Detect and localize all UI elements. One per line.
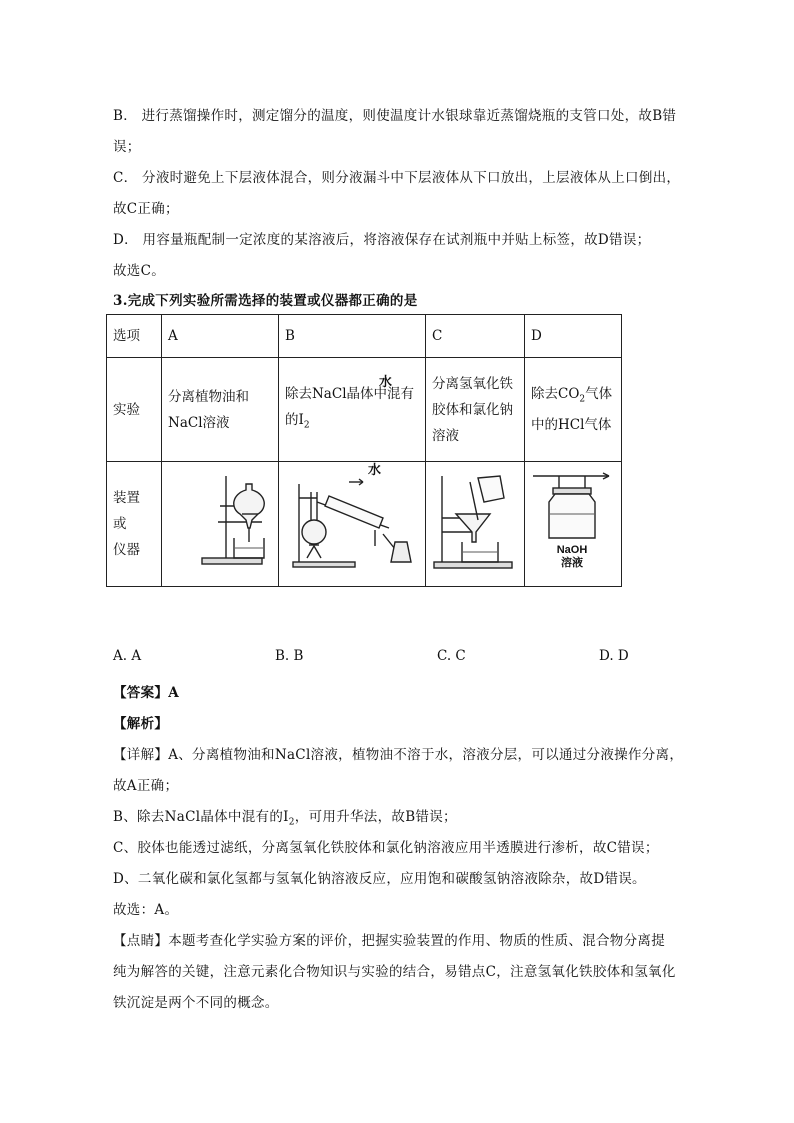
choice-d[interactable]: D. D [599, 648, 629, 664]
option-label-b: B [279, 315, 426, 358]
analysis-heading: 【解析】 [113, 716, 169, 732]
select-line: 故选：A。 [113, 902, 179, 918]
detail-c-line: C、胶体也能透过滤纸，分离氢氧化铁胶体和氯化钠溶液应用半透膜进行渗析，故C错误； [113, 840, 659, 856]
filtration-figure [426, 462, 524, 577]
analysis-b-line1: B． 进行蒸馏操作时，测定馏分的温度，则使温度计水银球靠近蒸馏烧瓶的支管口处，故B错 [113, 108, 677, 124]
comment-line1: 【点睛】本题考查化学实验方案的评价，把握实验装置的作用、物质的性质、混合物分离提 [113, 933, 665, 949]
options-table [106, 314, 622, 587]
experiment-c: 分离氢氧化铁 胶体和氯化钠 溶液 [426, 358, 525, 462]
choice-c[interactable]: C. C [437, 648, 466, 664]
header-label: 选项 [107, 315, 162, 358]
distillation-figure [279, 462, 425, 577]
analysis-b-line2: 误； [113, 139, 141, 155]
water-bottom-label: 水 [379, 375, 393, 390]
experiment-b: 除去NaCl晶体中混有 的$I_2$ [279, 358, 426, 462]
analysis-conclusion: 故选C。 [113, 263, 166, 279]
comment-line2: 纯为解答的关键，注意元素化合物知识与实验的结合，易错点C，注意氢氧化铁胶体和氢氧化 [113, 964, 676, 980]
option-label-a: A [162, 315, 279, 358]
comment-line3: 铁沉淀是两个不同的概念。 [113, 995, 279, 1011]
option-label-d: D [525, 315, 622, 358]
experiment-label: 实验 [107, 358, 162, 462]
question-title: 3.完成下列实验所需选择的装置或仪器都正确的是 [113, 293, 418, 309]
option-label-c: C [426, 315, 525, 358]
analysis-d-line1: D． 用容量瓶配制一定浓度的某溶液后，将溶液保存在试剂瓶中并贴上标签，故D错误； [113, 232, 651, 248]
choices [0, 648, 794, 668]
naoh-label: NaOH [556, 544, 588, 556]
water-top-label: 水 [368, 463, 382, 478]
solution-label: 溶液 [561, 557, 583, 569]
experiment-a: 分离植物油和 NaCl溶液 [162, 358, 279, 462]
separatory-funnel-figure [162, 462, 278, 577]
apparatus-label: 装置 或 仪器 [107, 462, 162, 587]
choice-b[interactable]: B. B [275, 648, 304, 664]
detail-line2: 故A正确； [113, 778, 179, 794]
choice-a[interactable]: A. A [113, 648, 142, 664]
detail-line1: 【详解】A、分离植物油和NaCl溶液，植物油不溶于水，溶液分层，可以通过分液操作分离， [113, 747, 684, 763]
detail-d-line: D、二氧化碳和氯化氢都与氢氧化钠溶液反应，应用饱和碳酸氢钠溶液除杂，故D错误。 [113, 871, 646, 887]
answer-line: 【答案】A [113, 685, 179, 701]
detail-b-line: B、除去NaCl晶体中混有的$I_2$，可用升华法，故B错误； [113, 809, 457, 828]
analysis-c-line2: 故C正确； [113, 201, 179, 217]
analysis-c-line1: C． 分液时避免上下层液体混合，则分液漏斗中下层液体从下口放出，上层液体从上口倒出， [113, 170, 681, 186]
experiment-d: 除去$CO_2$气体 中的HCl气体 [525, 358, 622, 462]
